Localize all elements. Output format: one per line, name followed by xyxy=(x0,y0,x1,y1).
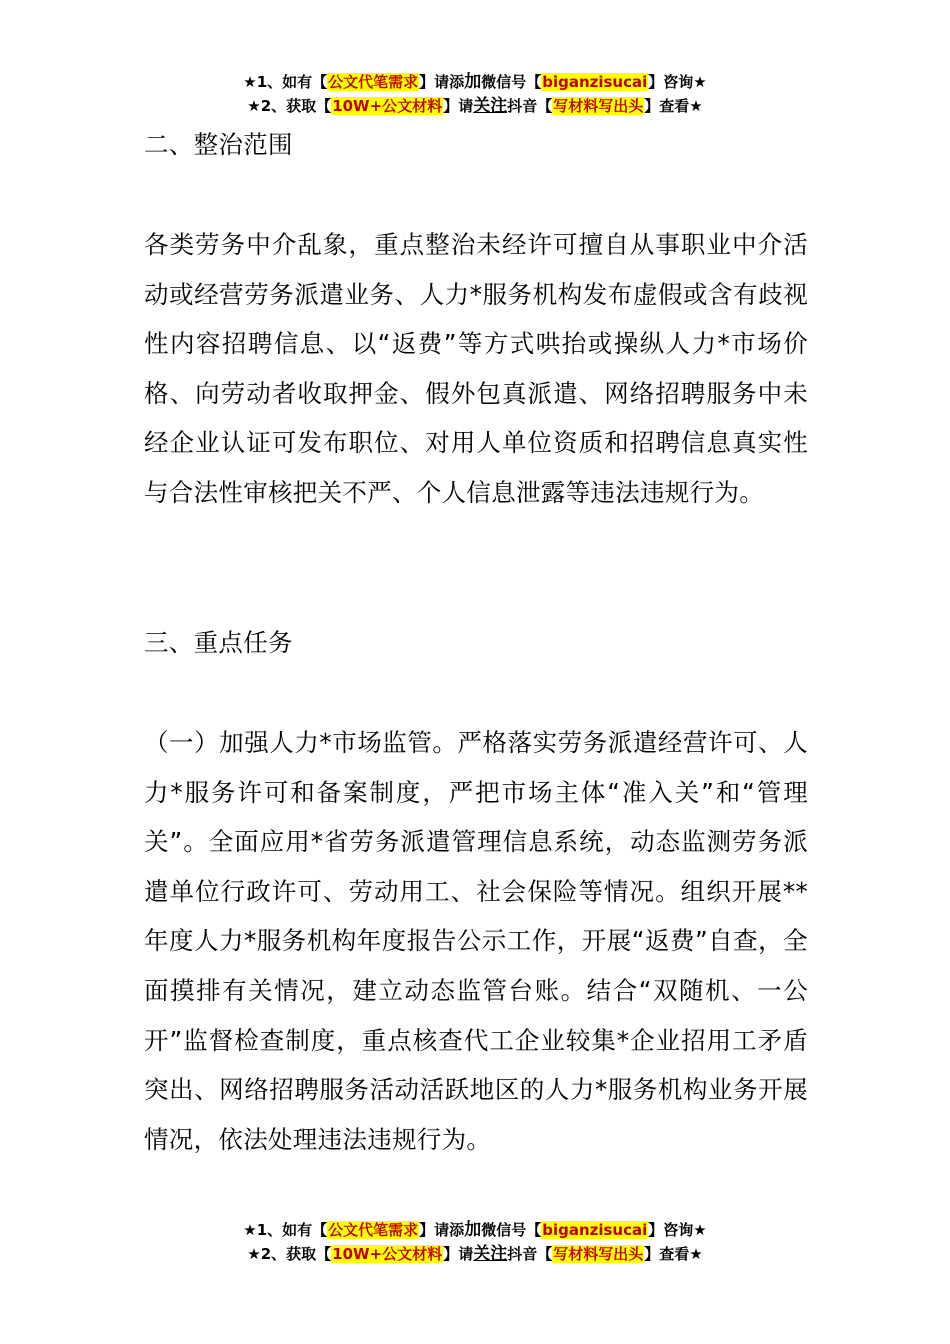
banner-highlight-wechat: biganzisucai xyxy=(542,73,648,91)
banner-line-1: ★1、如有【公文代笔需求】请添加微信号【biganzisucai】咨询★ xyxy=(243,72,707,92)
banner-line-2: ★2、获取【10W+公文材料】请关注抖音【写材料写出头】查看★ xyxy=(247,1244,703,1264)
footer-banner xyxy=(0,1218,950,1266)
banner-line-1: ★1、如有【公文代笔需求】请添加微信号【biganzisucai】咨询★ xyxy=(243,1220,707,1240)
banner-line-2: ★2、获取【10W+公文材料】请关注抖音【写材料写出头】查看★ xyxy=(247,96,703,116)
banner-highlight-materials: 10W+公文材料 xyxy=(332,97,443,115)
header-banner xyxy=(0,70,950,118)
section-paragraph-scope: 各类劳务中介乱象，重点整治未经许可擅自从事职业中介活动或经营劳务派遣业务、人力*服务机构发布虚假或含有歧视性内容招聘信息、以“返费”等方式哄抬或操纵人力*市场价格、向劳动者收取押金、假外包真派遣、网络招聘服务中未经企业认证可发布职位、对用人单位资质和招聘信息真实性与合法性审核把关不严、个人信息泄露等违法违规行为。 xyxy=(144,230,808,507)
banner-highlight-wechat: biganzisucai xyxy=(542,1221,648,1239)
banner-highlight-douyin: 写材料写出头 xyxy=(553,97,644,115)
banner-highlight-materials: 10W+公文材料 xyxy=(332,1245,443,1263)
banner-highlight-douyin: 写材料写出头 xyxy=(553,1245,644,1263)
section-heading-tasks: 三、重点任务 xyxy=(144,628,293,657)
banner-highlight-service: 公文代笔需求 xyxy=(328,1221,419,1239)
section-paragraph-tasks: （一）加强人力*市场监管。严格落实劳务派遣经营许可、人力*服务许可和备案制度，严把市场主体“准入关”和“管理关”。全面应用*省劳务派遣管理信息系统，动态监测劳务派遣单位行政许可、劳动用工、社会保险等情况。组织开展**年度人力*服务机构年度报告公示工作，开展“返费”自查，全面摸排有关情况，建立动态监管台账。结合“双随机、一公开”监督检查制度，重点核查代工企业较集*企业招用工矛盾突出、网络招聘服务活动活跃地区的人力*服务机构业务开展情况，依法处理违法违规行为。 xyxy=(144,728,808,1154)
section-heading-scope: 二、整治范围 xyxy=(144,130,293,159)
banner-highlight-service: 公文代笔需求 xyxy=(328,73,419,91)
